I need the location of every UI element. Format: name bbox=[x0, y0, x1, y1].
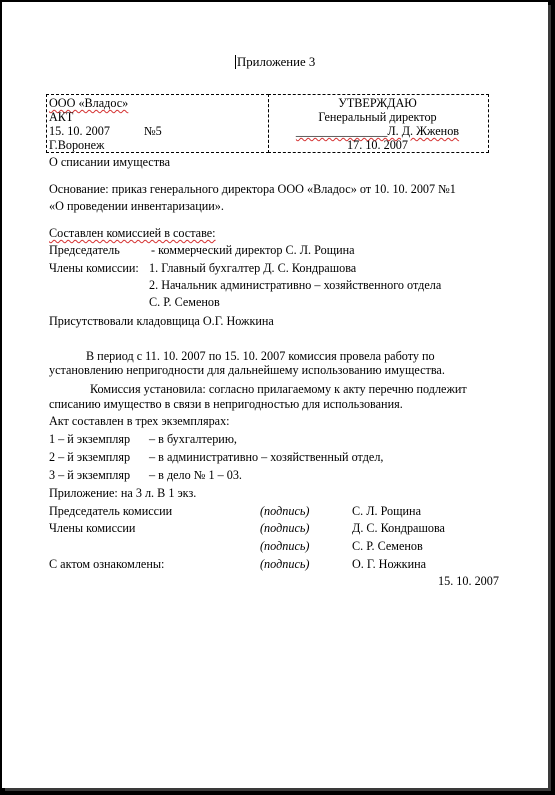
signature-role: С актом ознакомлены: bbox=[49, 557, 165, 571]
org-name: ООО «Владос» bbox=[49, 96, 129, 110]
final-date: 15. 10. 2007 bbox=[438, 574, 499, 588]
signature-placeholder: (подпись) bbox=[260, 504, 310, 518]
basis-line-1: Основание: приказ генерального директора ООО «Владос» от 10. 10. 2007 №1 bbox=[49, 182, 456, 196]
para1-line1: В период с 11. 10. 2007 по 15. 10. 2007 комиссия провела работу по bbox=[86, 349, 435, 363]
copy-destination: – в бухгалтерию, bbox=[149, 432, 237, 446]
present-line: Присутствовали кладовщица О.Г. Ножкина bbox=[49, 314, 274, 328]
chair-label: Председатель bbox=[49, 243, 120, 257]
doc-type: АКТ bbox=[49, 110, 74, 124]
act-date: 15. 10. 2007 bbox=[49, 124, 110, 138]
members-label: Члены комиссии: bbox=[49, 261, 139, 275]
act-subject: О списании имущества bbox=[49, 155, 171, 169]
signature-placeholder: (подпись) bbox=[260, 521, 310, 535]
signatory-name: С. Л. Рощина bbox=[352, 504, 421, 518]
signatory-name: О. Г. Ножкина bbox=[352, 557, 427, 571]
member-2-name: С. Р. Семенов bbox=[149, 295, 220, 309]
copy-label: 1 – й экземпляр bbox=[49, 432, 131, 446]
signatory-name: Д. С. Кондрашова bbox=[352, 521, 445, 535]
para1-line2: установлению непригодности для дальнейшему использованию имущества. bbox=[49, 363, 445, 377]
city: Г.Воронеж bbox=[49, 138, 105, 152]
signatory-name: С. Р. Семенов bbox=[352, 539, 423, 553]
copies-intro: Акт составлен в трех экземплярах: bbox=[49, 414, 230, 428]
signature-role: Председатель комиссии bbox=[49, 504, 173, 518]
director-position: Генеральный директор bbox=[318, 110, 437, 124]
member-2: 2. Начальник административно – хозяйственного отдела bbox=[149, 278, 442, 292]
para2-line1: Комиссия установила: согласно прилагаемому к акту перечню подлежит bbox=[90, 382, 467, 396]
approve-label: УТВЕРЖДАЮ bbox=[338, 96, 417, 110]
appendix-title: Приложение 3 bbox=[237, 55, 316, 69]
signature-placeholder: (подпись) bbox=[260, 557, 310, 571]
chair-value: - коммерческий директор С. Л. Рощина bbox=[151, 243, 355, 257]
basis-line-2: «О проведении инвентаризации». bbox=[49, 199, 224, 213]
act-number: №5 bbox=[144, 124, 162, 138]
commission-heading: Составлен комиссией в составе: bbox=[49, 226, 216, 240]
member-1: 1. Главный бухгалтер Д. С. Кондрашова bbox=[149, 261, 357, 275]
approval-date: 17. 10. 2007 bbox=[347, 138, 408, 152]
text-cursor bbox=[235, 55, 236, 69]
document-page bbox=[2, 2, 548, 788]
signature-placeholder: (подпись) bbox=[260, 539, 310, 553]
director-signature-line: _______________Л. Д. Жженов bbox=[295, 124, 460, 138]
para2-line2: списанию имущество в связи в непригодностью для использования. bbox=[49, 397, 403, 411]
copy-label: 3 – й экземпляр bbox=[49, 468, 131, 482]
attachment-line: Приложение: на 3 л. В 1 экз. bbox=[49, 486, 197, 500]
copy-label: 2 – й экземпляр bbox=[49, 450, 131, 464]
copy-destination: – в дело № 1 – 03. bbox=[149, 468, 242, 482]
copy-destination: – в административно – хозяйственный отдел, bbox=[149, 450, 384, 464]
signature-role: Члены комиссии bbox=[49, 521, 136, 535]
